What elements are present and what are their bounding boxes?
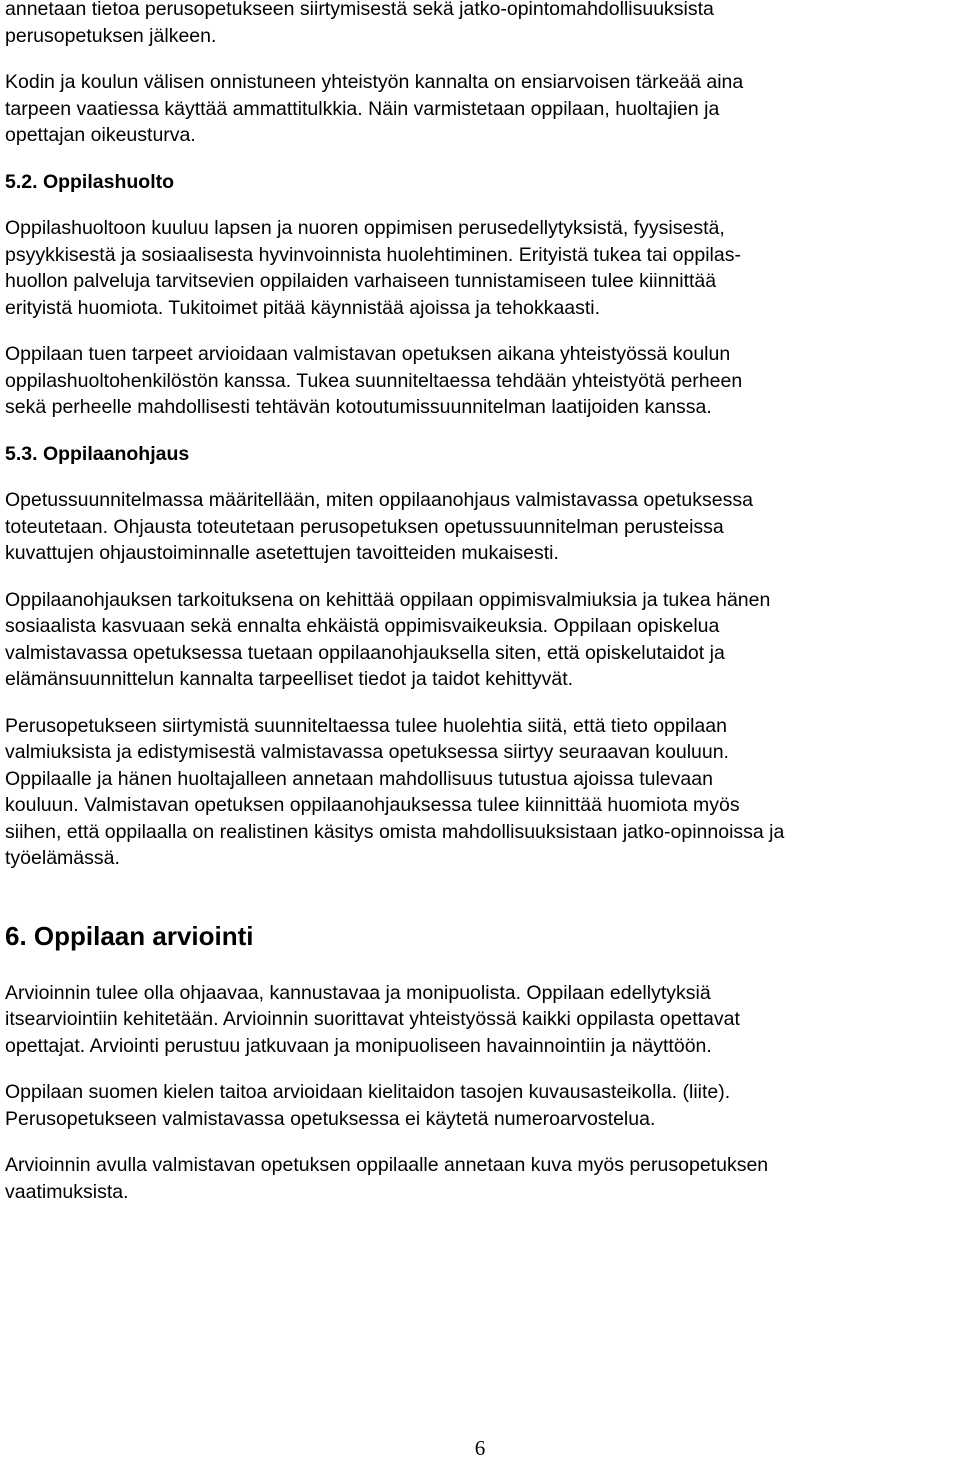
- text-line: vaatimuksista.: [5, 1180, 129, 1203]
- text-line: oppilashuoltohenkilöstön kanssa. Tukea suunniteltaessa tehdään yhteistyötä perheen: [5, 369, 743, 392]
- text-line: Perusopetukseen siirtymistä suunniteltaessa tulee huolehtia siitä, että tieto oppilaan: [5, 714, 727, 737]
- text-line: työelämässä.: [5, 847, 120, 869]
- text-line: sosiaalista kasvuaan sekä ennalta ehkäistä oppimisvaikeuksia. Oppilaan opiskelua: [5, 615, 720, 637]
- text-line: opettajat. Arviointi perustuu jatkuvaan ja monipuoliseen havainnointiin ja näyttöön.: [5, 1034, 712, 1057]
- text-line: Oppilashuoltoon kuuluu lapsen ja nuoren oppimisen perusedellytyksistä, fyysisestä,: [5, 217, 725, 239]
- arviointi-paragraph-1: [5, 980, 955, 1060]
- text-line: erityistä huomiota. Tukitoimet pitää käynnistää ajoissa ja tehokkaasti.: [5, 296, 601, 319]
- arviointi-paragraph-3: [5, 1152, 955, 1205]
- text-line: Oppilaan tuen tarpeet arvioidaan valmistavan opetuksen aikana yhteistyössä koulun: [5, 343, 731, 365]
- oppilaanohjaus-paragraph-1: [5, 487, 955, 567]
- text-line: itsearviointiin kehitetään. Arvioinnin suorittavat yhteistyössä kaikki oppilasta opettavat: [5, 1008, 740, 1030]
- text-line: Oppilaalle ja hänen huoltajalleen annetaan mahdollisuus tutustua ajoissa tulevaan: [5, 767, 713, 790]
- text-line: valmiuksista ja edistymisestä valmistavassa opetuksessa siirtyy seuraavan kouluun.: [5, 741, 729, 763]
- text-line: siihen, että oppilaalla on realistinen käsitys omista mahdollisuuksistaan jatko-opinnoissa ja: [5, 820, 785, 843]
- oppilaanohjaus-paragraph-3: [5, 713, 955, 872]
- text-line: sekä perheelle mahdollisesti tehtävän kotoutumissuunnitelman laatijoiden kanssa.: [5, 396, 712, 418]
- document-page: [5, 0, 955, 1225]
- text-line: elämänsuunnittelun kannalta tarpeelliset tiedot ja taidot kehittyvät.: [5, 668, 574, 690]
- text-line: perusopetuksen jälkeen.: [5, 24, 217, 47]
- oppilashuolto-paragraph-2: [5, 341, 955, 421]
- intro-paragraph-2: [5, 69, 955, 149]
- oppilaanohjaus-paragraph-2: [5, 587, 955, 693]
- section-heading-oppilashuolto: 5.2. Oppilashuolto: [5, 170, 175, 193]
- text-line: Arvioinnin avulla valmistavan opetuksen oppilaalle annetaan kuva myös perusopetuksen: [5, 1154, 769, 1176]
- text-line: valmistavassa opetuksessa tuetaan oppilaanohjauksella siten, että opiskelutaidot ja: [5, 641, 725, 664]
- intro-paragraph-1: [5, 0, 955, 49]
- text-line: psyykkisestä ja sosiaalisesta hyvinvoinnista huolehtiminen. Erityistä tukea tai oppilas-: [5, 243, 741, 266]
- text-line: Kodin ja koulun välisen onnistuneen yhteistyön kannalta on ensiarvoisen tärkeää aina: [5, 71, 744, 93]
- page-number: 6: [474, 1436, 486, 1460]
- text-line: toteutetaan. Ohjausta toteutetaan perusopetuksen opetussuunnitelman perusteissa: [5, 515, 724, 538]
- text-line: Oppilaanohjauksen tarkoituksena on kehittää oppilaan oppimisvalmiuksia ja tukea hänen: [5, 588, 771, 611]
- text-line: Perusopetukseen valmistavassa opetuksessa ei käytetä numeroarvostelua.: [5, 1107, 656, 1130]
- oppilashuolto-paragraph-1: [5, 215, 955, 321]
- text-line: kuvattujen ohjaustoiminnalle asetettujen tavoitteiden mukaisesti.: [5, 542, 559, 564]
- text-line: Arvioinnin tulee olla ohjaavaa, kannustavaa ja monipuolista. Oppilaan edellytyksiä: [5, 981, 711, 1004]
- text-line: kouluun. Valmistavan opetuksen oppilaanohjauksessa tulee kiinnittää huomiota myös: [5, 794, 740, 816]
- text-line: annetaan tietoa perusopetukseen siirtymisestä sekä jatko-opintomahdollisuuksista: [5, 0, 714, 20]
- text-line: opettajan oikeusturva.: [5, 124, 196, 146]
- text-line: Opetussuunnitelmassa määritellään, miten oppilaanohjaus valmistavassa opetuksessa: [5, 489, 753, 511]
- text-line: tarpeen vaatiessa käyttää ammattitulkkia. Näin varmistetaan oppilaan, huoltajien ja: [5, 97, 720, 120]
- chapter-heading-oppilaan-arviointi: 6. Oppilaan arviointi: [5, 920, 254, 951]
- text-line: huollon palveluja tarvitsevien oppilaiden varhaiseen tunnistamiseen tulee kiinnittää: [5, 270, 717, 292]
- section-heading-oppilaanohjaus: 5.3. Oppilaanohjaus: [5, 442, 190, 465]
- arviointi-paragraph-2: [5, 1079, 955, 1132]
- text-line: Oppilaan suomen kielen taitoa arvioidaan kielitaidon tasojen kuvausasteikolla. (liite).: [5, 1081, 731, 1103]
